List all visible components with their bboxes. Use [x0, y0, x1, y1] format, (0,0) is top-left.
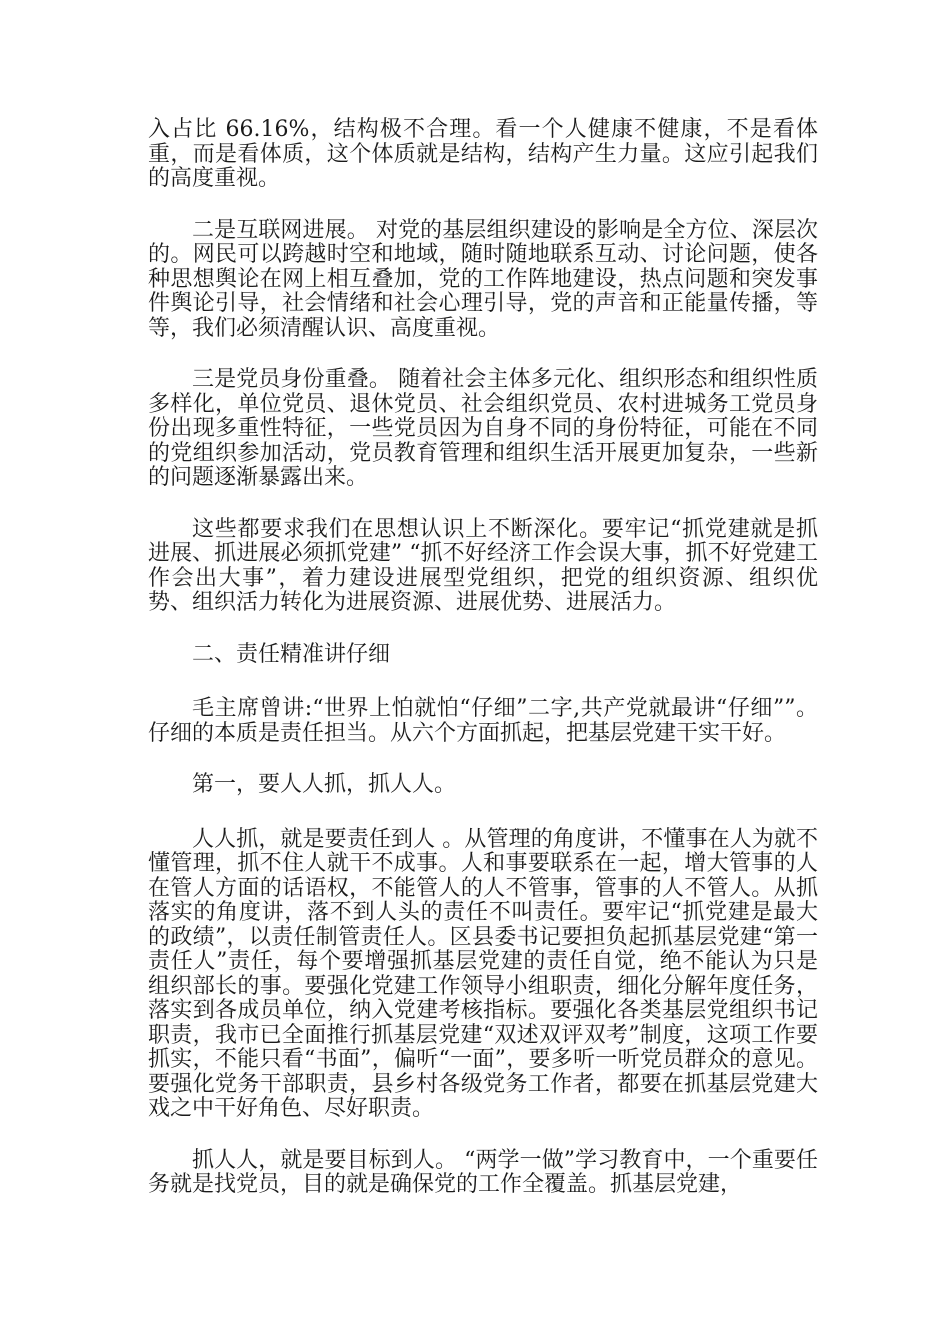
paragraph-member-identity-overlap: 三是党员身份重叠。 随着社会主体多元化、组织形态和组织性质多样化，单位党员、退休党员、社会组织党员、农村进城务工党员身份出现多重性特征，一些党员因为自身不同的身份特征，可能在不同的党组织参加活动，党员教育管理和组织生活开展更加复杂，一些新的问题逐渐暴露出来。	[148, 367, 818, 490]
paragraph-target-everyone: 抓人人，就是要目标到人。 “两学一做”学习教育中，一个重要任务就是找党员，目的就是确保党的工作全覆盖。抓基层党建，	[148, 1147, 818, 1197]
document-body	[148, 118, 818, 1225]
paragraph-deepen-understanding: 这些都要求我们在思想认识上不断深化。要牢记“抓党建就是抓进展、抓进展必须抓党建” “抓不好经济工作会误大事，抓不好党建工作会出大事”，着力建设进展型党组织，把党的组织资源、组织优势、组织活力转化为进展资源、进展优势、进展活力。	[148, 516, 818, 615]
section-heading-responsibility: 二、责任精准讲仔细	[192, 641, 391, 667]
paragraph-chairman-quote: 毛主席曾讲:“世界上怕就怕“仔细”二字,共产党就最讲“仔细””。仔细的本质是责任担当。从六个方面抓起，把基层党建干实干好。	[148, 696, 818, 746]
subheading-first-point: 第一，要人人抓，抓人人。	[192, 772, 457, 797]
paragraph-internet-development: 二是互联网进展。 对党的基层组织建设的影响是全方位、深层次的。网民可以跨越时空和地域，随时随地联系互动、讨论问题，使各种思想舆论在网上相互叠加，党的工作阵地建设，热点问题和突发事件舆论引导，社会情绪和社会心理引导，党的声音和正能量传播，等等，我们必须清醒认识、高度重视。	[148, 217, 818, 341]
paragraph-structure-ratio: 入占比 66.16%，结构极不合理。看一个人健康不健康，不是看体重，而是看体质，这个体质就是结构，结构产生力量。这应引起我们的高度重视。	[148, 117, 818, 191]
paragraph-everyone-responsible: 人人抓，就是要责任到人 。从管理的角度讲，不懂事在人为就不懂管理，抓不住人就干不成事。人和事要联系在一起，增大管事的人在管人方面的话语权，不能管人的人不管事，管事的人不管人。从抓落实的角度讲，落不到人头的责任不叫责任。要牢记“抓党建是最大的政绩”，以责任制管责任人。区县委书记要担负起抓基层党建“第一责任人”责任，每个要增强抓基层党建的责任自觉，绝不能认为只是组织部长的事。要强化党建工作领导小组职责，细化分解年度任务，落实到各成员单位，纳入党建考核指标。要强化各类基层党组织书记职责，我市已全面推行抓基层党建“双述双评双考”制度，这项工作要抓实，不能只看“书面”，偏听“一面”，要多听一听党员群众的意见。要强化党务干部职责，县乡村各级党务工作者，都要在抓基层党建大戏之中干好角色、尽好职责。	[148, 826, 818, 1121]
